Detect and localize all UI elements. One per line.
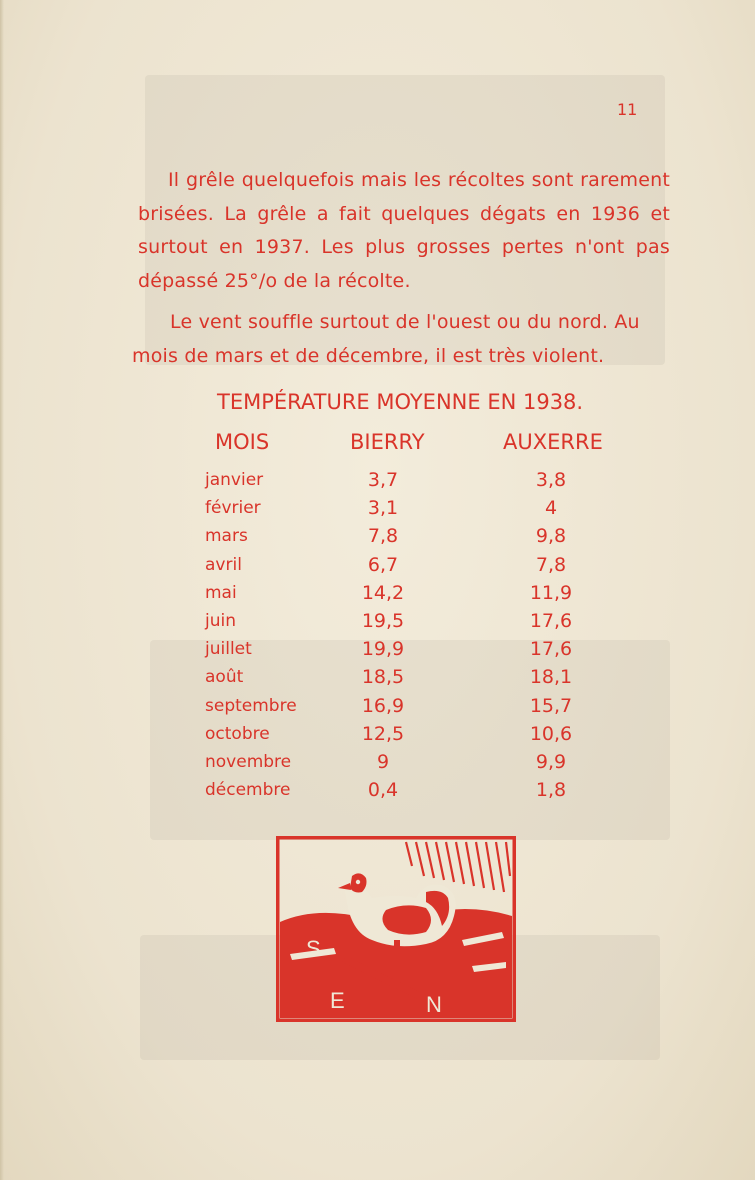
auxerre-cell: 15,7 (529, 694, 573, 717)
auxerre-cell: 17,6 (529, 609, 573, 632)
auxerre-cell: 10,6 (529, 722, 573, 745)
auxerre-cell: 9,8 (535, 525, 567, 548)
rooster-beak (338, 883, 351, 890)
month-cell: novembre (205, 751, 292, 772)
vane-letter-s: S (306, 936, 321, 961)
table-row (0, 692, 755, 720)
table-row (0, 494, 755, 522)
table-row (0, 748, 755, 776)
bierry-cell: 3,7 (367, 469, 399, 491)
bierry-cell: 9 (376, 750, 390, 773)
month-cell: septembre (205, 695, 297, 716)
auxerre-cell: 11,9 (529, 581, 573, 604)
table-row (0, 607, 755, 635)
bierry-cell: 14,2 (361, 581, 405, 604)
auxerre-cell: 4 (544, 497, 558, 520)
month-cell: juillet (205, 639, 252, 660)
column-header-month: MOIS (215, 430, 270, 454)
rooster-wing (382, 905, 431, 934)
table-row (0, 635, 755, 663)
bierry-cell: 16,9 (361, 694, 405, 717)
month-cell: avril (205, 554, 242, 575)
paragraph-wind: Le vent souffle surtout de l'ouest ou du nord. Au mois de mars et de décembre, il est très violent. (132, 311, 640, 367)
vane-letter-n: N (426, 992, 442, 1017)
bierry-cell: 12,5 (361, 722, 405, 745)
vane-letter-e: E (330, 988, 345, 1013)
table-row (0, 551, 755, 579)
table-row (0, 663, 755, 691)
temperature-table (0, 466, 755, 804)
bierry-cell: 3,1 (367, 497, 399, 520)
bierry-cell: 18,5 (361, 666, 405, 689)
rooster-eye (356, 880, 360, 884)
auxerre-cell: 9,9 (535, 750, 567, 773)
month-cell: mai (205, 582, 237, 603)
month-cell: janvier (205, 470, 264, 490)
month-cell: octobre (205, 723, 270, 744)
auxerre-cell: 3,8 (535, 469, 567, 491)
auxerre-cell: 1,8 (535, 779, 567, 802)
table-row (0, 579, 755, 607)
auxerre-cell: 17,6 (529, 638, 573, 661)
column-header-auxerre: AUXERRE (503, 430, 603, 454)
month-cell: juin (205, 610, 236, 631)
bierry-cell: 0,4 (367, 779, 399, 802)
table-row (0, 522, 755, 550)
vane-pole (394, 940, 400, 1010)
month-cell: février (205, 498, 261, 519)
sky-hatching (406, 842, 510, 892)
column-header-bierry: BIERRY (350, 430, 425, 454)
auxerre-cell: 18,1 (529, 666, 573, 689)
table-row (0, 720, 755, 748)
weathervane-woodcut (276, 836, 516, 1022)
table-row (0, 776, 755, 804)
table-row (0, 466, 755, 494)
table-title: TEMPÉRATURE MOYENNE EN 1938. (217, 390, 584, 414)
auxerre-cell: 7,8 (535, 553, 567, 576)
bierry-cell: 19,5 (361, 609, 405, 632)
month-cell: août (205, 667, 244, 688)
month-cell: décembre (205, 780, 291, 801)
month-cell: mars (205, 526, 248, 547)
bierry-cell: 19,9 (361, 638, 405, 661)
bierry-cell: 6,7 (367, 553, 399, 576)
paragraph-hail: Il grêle quelquefois mais les récoltes sont rarement brisées. La grêle a fait quelques dégats en 1936 et surtout en 1937. Les plus grosses pertes n'ont pas dépassé 25°/o de la récolte. (138, 169, 670, 292)
bierry-cell: 7,8 (367, 525, 399, 548)
page-number: 11 (617, 100, 638, 119)
